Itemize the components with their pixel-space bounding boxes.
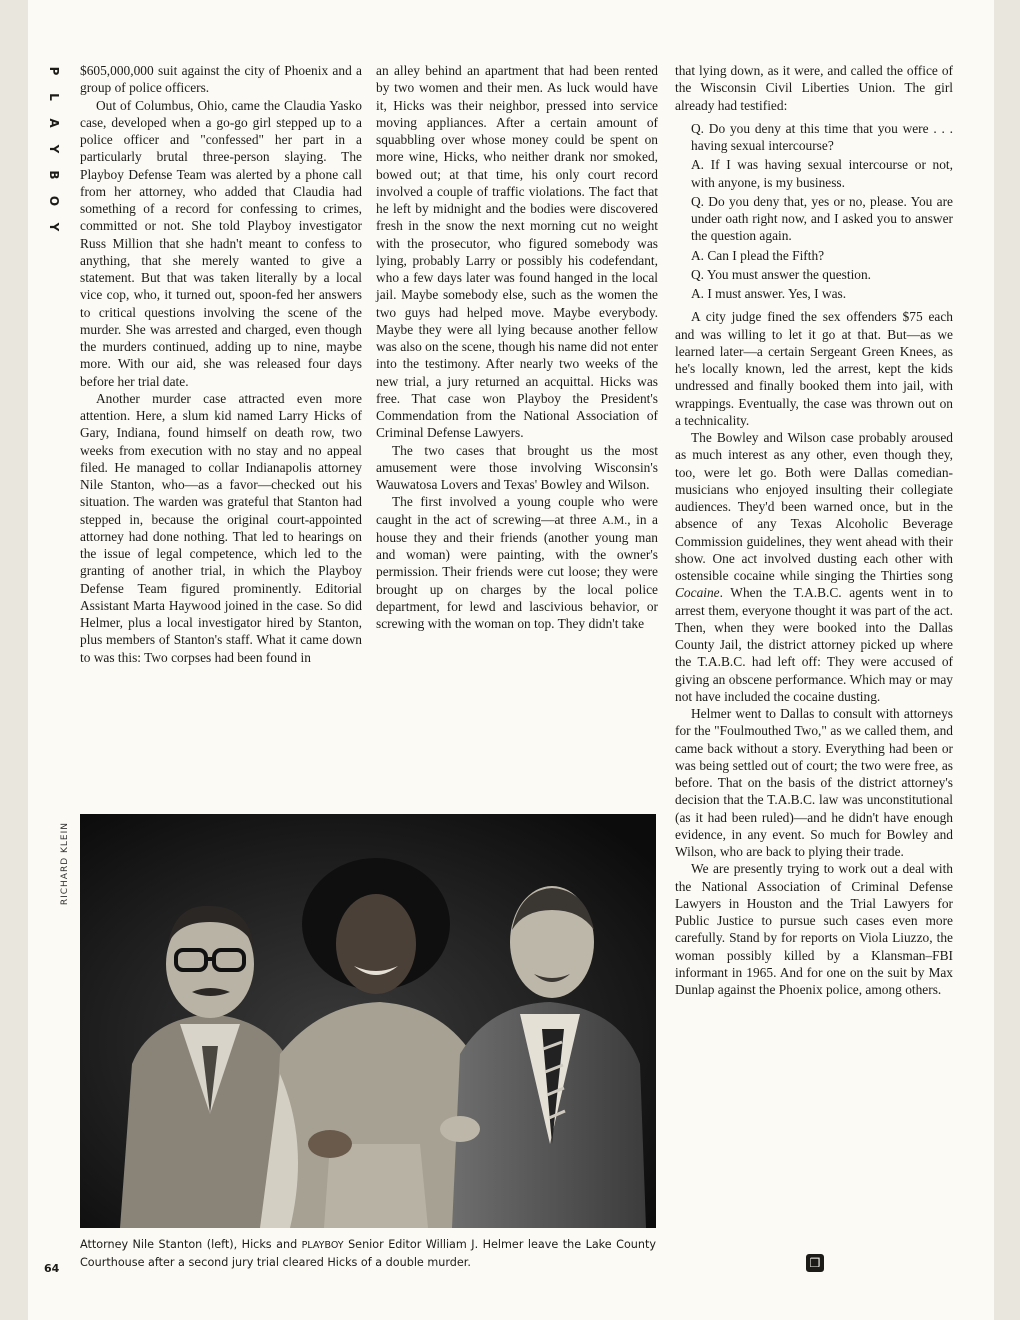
transcript-line: A. If I was having sexual intercourse or not, with anyone, is my business. <box>691 157 953 190</box>
paragraph-text: , in a house they and their friends (another young man and woman) were painting, with the owner's permission. Their friends were cut loose; they were brought up on charges by the local police department, for lewd and lascivious behavior, or screwing with the woman on top. They didn't take <box>376 511 658 631</box>
running-head-letter: A <box>47 118 61 128</box>
song-title: Cocaine <box>675 585 720 601</box>
paragraph-text: The Bowley and Wilson case probably aroused as much interest as any other, even though they, too, were let go. Both were Dallas comedian-musicians who enjoyed insulting their collegiate audiences. They'd been warned once, but in the absence of any Texas Alcoholic Beverage Commission guidelines, they went ahead with their show. One act involved dusting each other with ostensible cocaine while singing the Thirties song <box>675 430 953 583</box>
running-head-letter: O <box>47 195 61 207</box>
running-head-letter: Y <box>47 222 61 232</box>
paragraph-text: The first involved a young couple who were caught in the act of screwing—at three <box>376 494 658 527</box>
paragraph: A city judge fined the sex offenders $75 each and was willing to let it go at that. But—as we learned later—a certain Sergeant Green Knees, as he's locally known, led the arrest, kept the kids undressed and finally booked them into jail, with wrappings. Eventually, the case was thrown out on a technicality. <box>675 309 953 428</box>
page-number: 64 <box>44 1262 60 1275</box>
paragraph: Another murder case attracted even more attention. Here, a slum kid named Larry Hicks of Gary, Indiana, found himself on death row, two weeks from execution with no stay and no appeal filed. He managed to collar Indianapolis attorney Nile Stanton, who—as a favor—checked out his situation. The warden was grateful that Stanton had stepped in, because the original court-appointed attorney had done nothing. That led to hearings on the issue of legal competence, which led to the granting of another trial, in which the Playboy Defense Team figured prominently. Editorial Assistant Marta Haywood joined in the case. So did Helmer, plus a local investigator hired by Stanton, plus members of Stanton's staff. What it came down to was this: Two corpses had been found in <box>80 390 362 665</box>
running-head <box>44 58 64 240</box>
transcript-line: A. I must answer. Yes, I was. <box>691 286 847 301</box>
transcript-line: Q. You must answer the question. <box>691 266 872 282</box>
paragraph-text: . When the T.A.B.C. agents went in to arrest them, everyone thought it was part of the act. Then, when they were booked into the Dallas County Jail, the district attorney picked up where the T.A.B.C. had left off: They were accused of giving an obscene performance. Which may or may not have included the cocaine dusting. <box>675 585 953 704</box>
photo-caption <box>80 1236 656 1271</box>
running-head-letter: B <box>47 170 61 180</box>
paragraph: Out of Columbus, Ohio, came the Claudia Yasko case, developed when a go-go girl stepped up to a police officer and "confessed" her part in a particularly brutal three-person slaying. The Playboy Defense Team was alerted by a phone call from her attorney, who added that Claudia had something of a record for confessing to crimes, committed or not. She told Playboy investigator Russ Million that she hadn't meant to confess to anything, that she merely wanted to give a statement. But that was taken literally by a local vice cop, who, it turned out, spoon-fed her answers to critical questions involving the scene of the murder. She was arrested and charged, even though the murders continued, adding up to nine, maybe more. With our aid, she was released four days before her trial date. <box>80 97 362 389</box>
caption-text: Senior Editor William J. Helmer leave the Lake County Courthouse after a second jury trial cleared Hicks of a double murder. <box>80 1238 656 1269</box>
court-transcript <box>691 120 953 303</box>
transcript-line: Q. Do you deny at this time that you were . . . having sexual intercourse? <box>691 120 953 153</box>
paragraph: $605,000,000 suit against the city of Phoenix and a group of police officers. <box>80 63 362 96</box>
caption-brand: PLAYBOY <box>301 1240 344 1251</box>
running-head-letter: P <box>47 66 61 76</box>
paragraph: that lying down, as it were, and called the office of the Wisconsin Civil Liberties Union. The girl already had testified: <box>675 63 953 113</box>
courthouse-photo <box>80 814 656 1228</box>
time-abbreviation: A.M. <box>601 512 628 527</box>
paragraph: The two cases that brought us the most amusement were those involving Wisconsin's Wauwatosa Lovers and Texas' Bowley and Wilson. <box>376 442 658 492</box>
paragraph: an alley behind an apartment that had been rented by two women and their men. As luck would have it, Hicks was their neighbor, pressed into service moving appliances. After a certain amount of squabbling over whose money could be spent on more wine, Hicks, who neither drank nor smoked, bowed out; at that time, his only court record involved a couple of traffic violations. The fact that he left by midnight and the bodies were discovered fresh in the snow the next morning cut no weight with the prosecutor, who figured somebody was lying, probably Larry or possibly his codefendant, who a few days later was found hanged in the local jail. Maybe somebody else, such as the women the two guys had helped move. Maybe everybody. Maybe they were all lying because another fellow was also on the scene, though his name did not enter into the testimony. After nearly two weeks of the new trial, a jury returned an acquittal. Hicks was free. That case won Playboy the President's Commendation from the National Association of Criminal Defense Lawyers. <box>376 63 658 441</box>
article-column-1 <box>80 62 362 666</box>
paragraph: Helmer went to Dallas to consult with attorneys for the "Foulmouthed Two," as we called them, and came back without a story. Everything had been or was being settled out of court; the two were free, as before. That on the basis of the district attorney's decision that the T.A.B.C. law was unconstitutional (as it had been ruled)—and he didn't have enough evidence, in any event. So much for Bowley and Wilson, who are back to plying their trade. <box>675 706 953 859</box>
transcript-line: Q. Do you deny that, yes or no, please. You are under oath right now, and I asked you to answer the question again. <box>691 193 953 244</box>
paragraph <box>675 429 953 705</box>
photo-credit: RICHARD KLEIN <box>60 822 70 906</box>
photo-illustration <box>80 814 656 1228</box>
article-column-2 <box>376 62 658 632</box>
running-head-letter: L <box>47 93 61 101</box>
caption-text: Attorney Nile Stanton (left), Hicks and <box>80 1238 302 1251</box>
transcript-line: A. Can I plead the Fifth? <box>691 247 825 263</box>
paragraph: We are presently trying to work out a deal with the National Association of Criminal Defense Lawyers in Houston and the Trial Lawyers for Public Justice to pursue such cases even more carefully. Stand by for reports on Viola Liuzzo, the woman possibly killed by a Klansman–FBI informant in 1965. And for one on the suit by Max Dunlap against the Phoenix police, among others. <box>675 861 953 997</box>
article-column-3 <box>675 62 953 998</box>
paragraph <box>376 493 658 632</box>
rabbit-head-icon: ❒ <box>806 1254 824 1272</box>
running-head-letter: Y <box>47 144 61 154</box>
